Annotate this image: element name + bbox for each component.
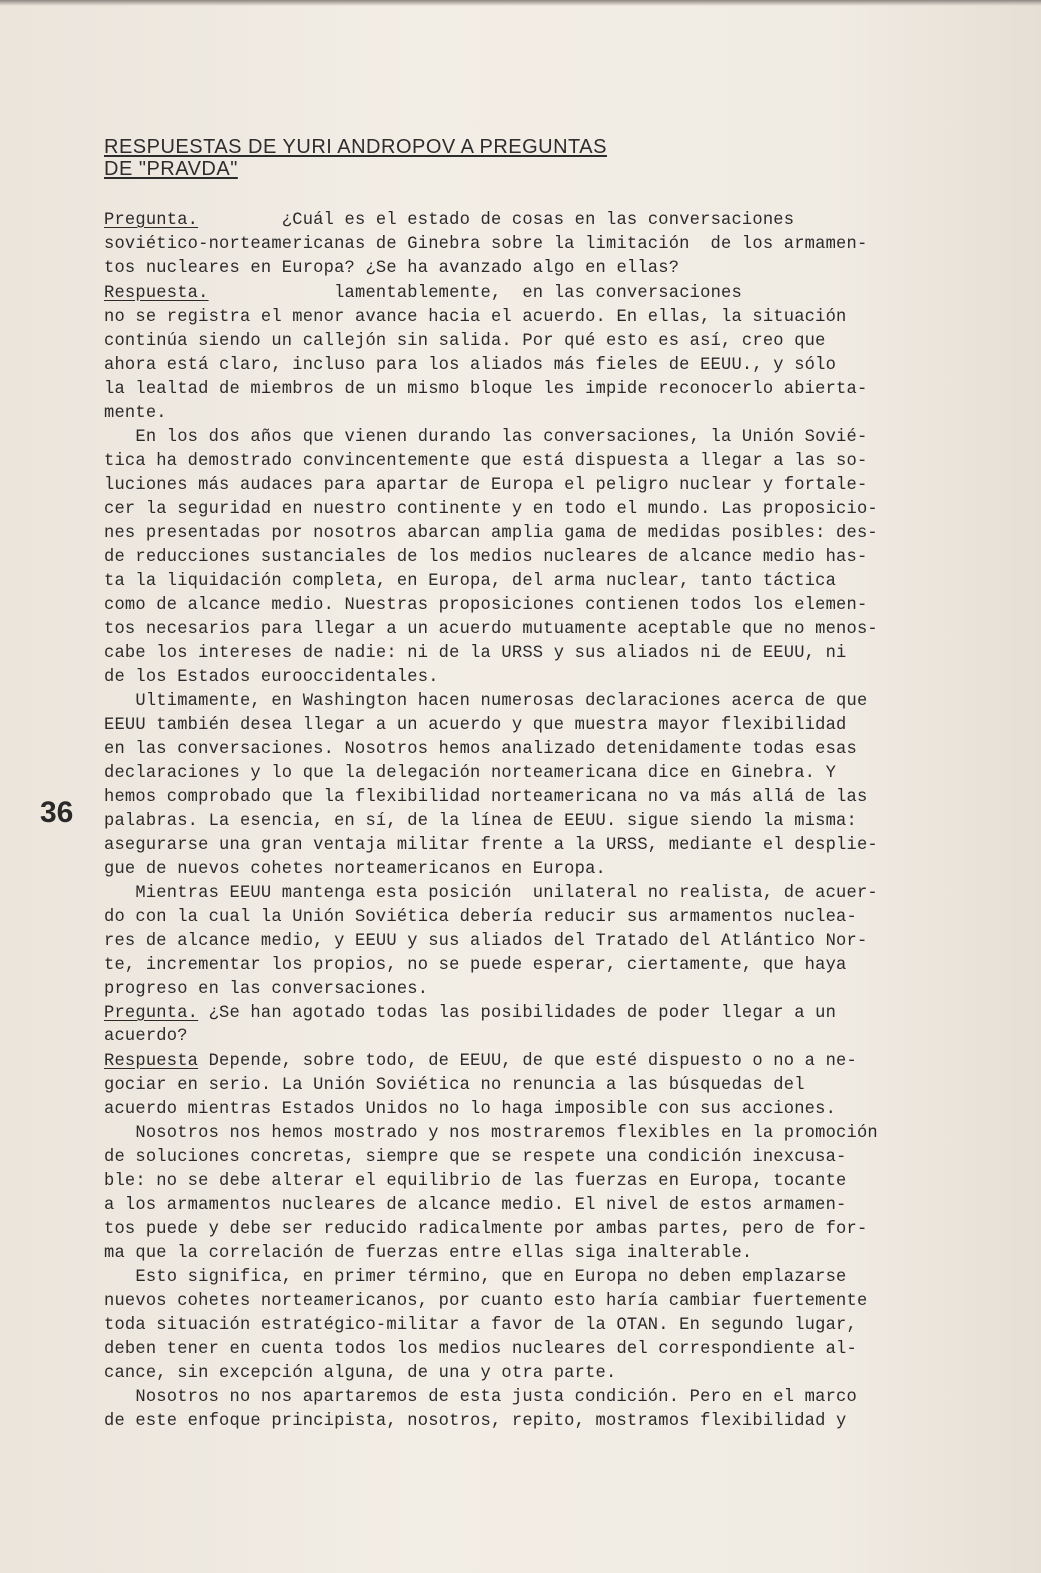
line-text: la lealtad de miembros de un mismo bloque les impide reconocerlo abierta-	[104, 380, 868, 399]
qa-label: Respuesta.	[104, 284, 209, 303]
text-line	[104, 714, 847, 738]
line-text: ¿Cuál es el estado de cosas en las conversaciones	[198, 211, 795, 230]
line-text: tos necesarios para llegar a un acuerdo mutuamente aceptable que no menos-	[104, 620, 878, 639]
line-text: hemos comprobado que la flexibilidad norteamericana no va más allá de las	[104, 788, 868, 807]
line-text: Depende, sobre todo, de EEUU, de que esté dispuesto o no a ne-	[198, 1052, 857, 1071]
line-text: res de alcance medio, y EEUU y sus aliados del Tratado del Atlántico Nor-	[104, 932, 868, 951]
line-text: EEUU también desea llegar a un acuerdo y que muestra mayor flexibilidad	[104, 716, 847, 735]
text-line	[104, 450, 867, 474]
title-line-2: DE "PRAVDA"	[104, 158, 238, 180]
text-line	[104, 282, 742, 306]
text-line	[104, 1386, 857, 1410]
text-line	[104, 978, 428, 1002]
line-text: Nosotros nos hemos mostrado y nos mostraremos flexibles en la promoción	[104, 1124, 878, 1143]
line-text: de este enfoque principista, nosotros, repito, mostramos flexibilidad y	[104, 1412, 847, 1431]
text-line	[104, 546, 867, 570]
text-line	[104, 834, 878, 858]
line-text: palabras. La esencia, en sí, de la línea de EEUU. sigue siendo la misma:	[104, 812, 857, 831]
line-text: luciones más audaces para apartar de Europa el peligro nuclear y fortale-	[104, 476, 868, 495]
line-text: nes presentadas por nosotros abarcan amplia gama de medidas posibles: des-	[104, 524, 878, 543]
text-line	[104, 257, 679, 281]
line-text: de reducciones sustanciales de los medios nucleares de alcance medio has-	[104, 548, 868, 567]
text-line	[104, 954, 847, 978]
line-text: deben tener en cuenta todos los medios nucleares del correspondiente al-	[104, 1340, 857, 1359]
line-text: gue de nuevos cohetes norteamericanos en Europa.	[104, 860, 606, 879]
line-text: acuerdo mientras Estados Unidos no lo haga imposible con sus acciones.	[104, 1100, 837, 1119]
text-line	[104, 1194, 847, 1218]
text-line	[104, 642, 847, 666]
text-line	[104, 1266, 847, 1290]
page-number: 36	[40, 796, 74, 829]
line-text: no se registra el menor avance hacia el acuerdo. En ellas, la situación	[104, 308, 847, 327]
line-text: tica ha demostrado convincentemente que está dispuesta a llegar a las so-	[104, 452, 868, 471]
text-line	[104, 858, 606, 882]
text-line	[104, 738, 857, 762]
text-line	[104, 810, 857, 834]
line-text: mente.	[104, 404, 167, 423]
text-line	[104, 786, 867, 810]
text-line	[104, 233, 867, 257]
text-line	[104, 498, 878, 522]
title-line-1: RESPUESTAS DE YURI ANDROPOV A PREGUNTAS	[104, 136, 607, 158]
line-text: cabe los intereses de nadie: ni de la URSS y sus aliados ni de EEUU, ni	[104, 644, 847, 663]
text-line	[104, 690, 867, 714]
line-text: de los Estados eurooccidentales.	[104, 668, 439, 687]
text-line	[104, 1290, 867, 1314]
text-line	[104, 330, 826, 354]
text-line	[104, 930, 867, 954]
line-text: ble: no se debe alterar el equilibrio de las fuerzas en Europa, tocante	[104, 1172, 847, 1191]
line-text: ma que la correlación de fuerzas entre ellas siga inalterable.	[104, 1244, 753, 1263]
line-text: Mientras EEUU mantenga esta posición unilateral no realista, de acuer-	[104, 884, 878, 903]
document-title	[104, 136, 724, 180]
text-line	[104, 1098, 836, 1122]
text-line	[104, 522, 878, 546]
text-line	[104, 1314, 857, 1338]
text-line	[104, 1025, 188, 1049]
line-text: acuerdo?	[104, 1027, 188, 1046]
line-text: nuevos cohetes norteamericanos, por cuanto esto haría cambiar fuertemente	[104, 1292, 868, 1311]
line-text: gociar en serio. La Unión Soviética no renuncia a las búsquedas del	[104, 1076, 805, 1095]
line-text: Ultimamente, en Washington hacen numerosas declaraciones acerca de que	[104, 692, 868, 711]
line-text: en las conversaciones. Nosotros hemos analizado detenidamente todas esas	[104, 740, 857, 759]
text-line	[104, 1122, 878, 1146]
text-line	[104, 1410, 847, 1434]
page-top-edge	[0, 0, 1041, 6]
line-text: soviético-norteamericanas de Ginebra sobre la limitación de los armamen-	[104, 235, 868, 254]
text-line	[104, 1074, 805, 1098]
text-line	[104, 354, 836, 378]
line-text: ahora está claro, incluso para los aliados más fieles de EEUU., y sólo	[104, 356, 837, 375]
line-text: de soluciones concretas, siempre que se respete una condición inexcusa-	[104, 1148, 847, 1167]
line-text: te, incrementar los propios, no se puede esperar, ciertamente, que haya	[104, 956, 847, 975]
line-text: cance, sin excepción alguna, de una y otra parte.	[104, 1364, 617, 1383]
line-text: asegurarse una gran ventaja militar frente a la URSS, mediante el desplie-	[104, 836, 878, 855]
line-text: do con la cual la Unión Soviética debería reducir sus armamentos nuclea-	[104, 908, 857, 927]
text-line	[104, 1338, 857, 1362]
line-text: toda situación estratégico-militar a favor de la OTAN. En segundo lugar,	[104, 1316, 857, 1335]
line-text: ta la liquidación completa, en Europa, del arma nuclear, tanto táctica	[104, 572, 837, 591]
text-line	[104, 618, 878, 642]
text-line	[104, 666, 439, 690]
line-text: tos nucleares en Europa? ¿Se ha avanzado algo en ellas?	[104, 259, 680, 278]
text-line	[104, 426, 867, 450]
line-text: como de alcance medio. Nuestras proposiciones contienen todos los elemen-	[104, 596, 868, 615]
text-line	[104, 882, 878, 906]
line-text: En los dos años que vienen durando las conversaciones, la Unión Sovié-	[104, 428, 868, 447]
text-line	[104, 1362, 616, 1386]
line-text: cer la seguridad en nuestro continente y en todo el mundo. Las proposicio-	[104, 500, 878, 519]
text-line	[104, 1146, 847, 1170]
text-line	[104, 1050, 857, 1074]
text-line	[104, 1170, 847, 1194]
text-line	[104, 594, 867, 618]
qa-label: Respuesta	[104, 1052, 199, 1071]
text-line	[104, 762, 836, 786]
line-text: a los armamentos nucleares de alcance medio. El nivel de estos armamen-	[104, 1196, 847, 1215]
text-line	[104, 402, 167, 426]
qa-label: Pregunta.	[104, 211, 199, 230]
text-line	[104, 1218, 867, 1242]
text-line	[104, 306, 847, 330]
text-line	[104, 1242, 752, 1266]
line-text: lamentablemente, en las conversaciones	[208, 284, 742, 303]
line-text: Esto significa, en primer término, que en Europa no deben emplazarse	[104, 1268, 847, 1287]
text-line	[104, 906, 857, 930]
line-text: tos puede y debe ser reducido radicalmente por ambas partes, pero de for-	[104, 1220, 868, 1239]
line-text: ¿Se han agotado todas las posibilidades de poder llegar a un	[198, 1004, 837, 1023]
text-line	[104, 570, 836, 594]
text-line	[104, 378, 867, 402]
text-line	[104, 474, 867, 498]
line-text: continúa siendo un callejón sin salida. Por qué esto es así, creo que	[104, 332, 826, 351]
text-line	[104, 1002, 836, 1026]
line-text: progreso en las conversaciones.	[104, 980, 429, 999]
qa-label: Pregunta.	[104, 1004, 199, 1023]
line-text: Nosotros no nos apartaremos de esta justa condición. Pero en el marco	[104, 1388, 857, 1407]
line-text: declaraciones y lo que la delegación norteamericana dice en Ginebra. Y	[104, 764, 837, 783]
text-line	[104, 209, 794, 233]
